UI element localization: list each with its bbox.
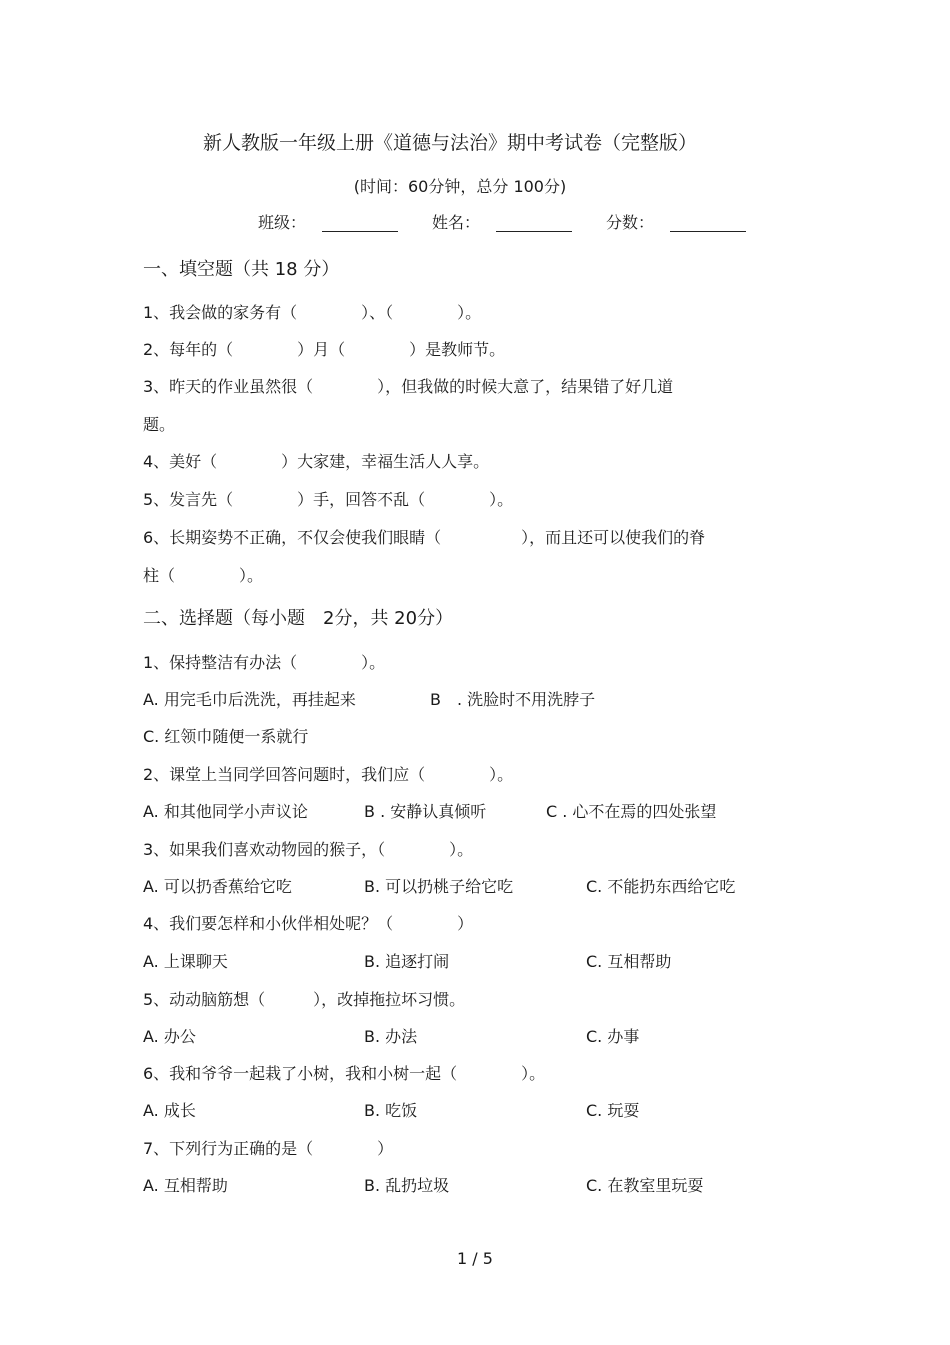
fill-question-6-cont: 柱（ ）。	[143, 566, 264, 585]
fill-question-6: 6、长期姿势不正确，不仅会使我们眼睛（ ），而且还可以使我们的脊	[143, 528, 706, 547]
choice-1-option-c: C. 红领巾随便一系就行	[143, 727, 309, 746]
choice-question-4: 4、我们要怎样和小伙伴相处呢？（ ）	[143, 914, 474, 933]
choice-4-option-a: A. 上课聊天	[143, 952, 228, 971]
choice-2-option-a: A. 和其他同学小声议论	[143, 802, 308, 821]
choice-6-option-c: C. 玩耍	[586, 1101, 640, 1120]
section1-heading: 一、填空题（共 18 分）	[143, 259, 340, 280]
choice-question-6: 6、我和爷爷一起栽了小树，我和小树一起（ ）。	[143, 1064, 546, 1083]
choice-2-option-c: C . 心不在焉的四处张望	[546, 802, 717, 821]
choice-6-option-b: B. 吃饭	[364, 1101, 418, 1120]
choice-7-option-c: C. 在教室里玩耍	[586, 1176, 704, 1195]
name-label: 姓名：	[432, 213, 481, 232]
choice-4-option-c: C. 互相帮助	[586, 952, 672, 971]
choice-2-option-b: B . 安静认真倾听	[364, 802, 487, 821]
score-label: 分数：	[606, 213, 655, 232]
choice-7-option-b: B. 乱扔垃圾	[364, 1176, 450, 1195]
choice-question-7: 7、下列行为正确的是（ ）	[143, 1139, 394, 1158]
fill-question-5: 5、发言先（ ）手，回答不乱（ ）。	[143, 490, 514, 509]
choice-4-option-b: B. 追逐打闹	[364, 952, 450, 971]
choice-7-option-a: A. 互相帮助	[143, 1176, 228, 1195]
class-field	[258, 210, 398, 233]
page-title: 新人教版一年级上册《道德与法治》期中考试卷（完整版）	[202, 132, 697, 154]
choice-question-5: 5、动动脑筋想（ ），改掉拖拉坏习惯。	[143, 990, 466, 1009]
choice-question-3: 3、如果我们喜欢动物园的猴子，（ ）。	[143, 840, 474, 859]
fill-question-1: 1、我会做的家务有（ ）、（ ）。	[143, 303, 482, 322]
fill-question-4: 4、美好（ ）大家建，幸福生活人人享。	[143, 452, 490, 471]
class-blank[interactable]	[322, 215, 398, 232]
choice-question-2: 2、课堂上当同学回答问题时，我们应（ ）。	[143, 765, 514, 784]
choice-3-option-b: B. 可以扔桃子给它吃	[364, 877, 514, 896]
choice-6-option-a: A. 成长	[143, 1101, 196, 1120]
fill-question-3: 3、昨天的作业虽然很（ ），但我做的时候大意了，结果错了好几道	[143, 377, 674, 396]
choice-5-option-b: B. 办法	[364, 1027, 418, 1046]
choice-1-option-b: B . 洗脸时不用洗脖子	[430, 690, 596, 709]
choice-3-option-c: C. 不能扔东西给它吃	[586, 877, 736, 896]
class-label: 班级：	[258, 213, 307, 232]
choice-5-option-a: A. 办公	[143, 1027, 196, 1046]
score-field	[606, 210, 746, 233]
fill-question-2: 2、每年的（ ）月（ ）是教师节。	[143, 340, 506, 359]
choice-question-1: 1、保持整洁有办法（ ）。	[143, 653, 386, 672]
score-blank[interactable]	[670, 215, 746, 232]
name-field	[432, 210, 572, 233]
choice-5-option-c: C. 办事	[586, 1027, 640, 1046]
page-number: 1 / 5	[457, 1249, 493, 1268]
exam-meta: (时间：60分钟，总分 100分)	[353, 177, 567, 196]
fill-question-3-cont: 题。	[143, 415, 176, 434]
choice-3-option-a: A. 可以扔香蕉给它吃	[143, 877, 292, 896]
section2-heading: 二、选择题（每小题 2分，共 20分）	[143, 608, 454, 629]
choice-1-option-a: A. 用完毛巾后洗洗，再挂起来	[143, 690, 356, 709]
name-blank[interactable]	[496, 215, 572, 232]
